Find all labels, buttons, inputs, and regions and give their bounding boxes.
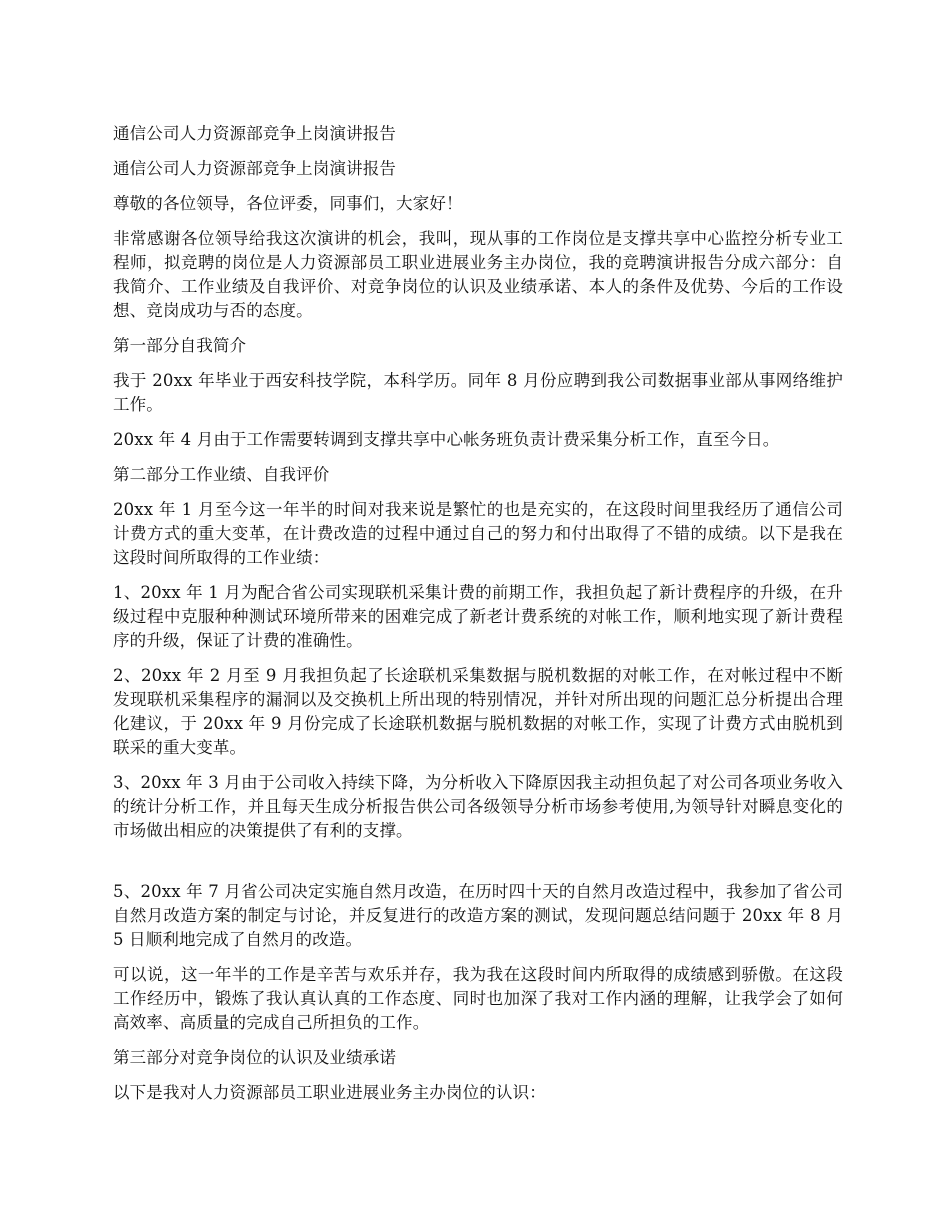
document-subtitle: 通信公司人力资源部竞争上岗演讲报告 <box>113 159 397 178</box>
achievement-item-1: 1、20xx 年 1 月为配合省公司实现联机采集计费的前期工作，我担负起了新计费程序的升级，在升级过程中克服种种测试环境所带来的困难完成了新老计费系统的对帐工作，顺利地实现了新计费程序的升级，保证了计费的准确性。 <box>113 583 843 650</box>
greeting-paragraph: 尊敬的各位领导，各位评委，同事们，大家好！ <box>113 194 463 213</box>
performance-intro-paragraph: 20xx 年 1 月至今这一年半的时间对我来说是繁忙的也是充实的，在这段时间里我经历了通信公司计费方式的重大变革，在计费改造的过程中通过自己的努力和付出取得了不错的成绩。以下是我在这段时间所取得的工作业绩： <box>113 500 843 567</box>
role-understanding-paragraph: 以下是我对人力资源部员工职业进展业务主办岗位的认识： <box>113 1083 546 1102</box>
intro-paragraph: 非常感谢各位领导给我这次演讲的机会，我叫，现从事的工作岗位是支撑共享中心监控分析专业工程师，拟竞聘的岗位是人力资源部员工职业进展业务主办岗位，我的竞聘演讲报告分成六部分：自我简介、工作业绩及自我评价、对竞争岗位的认识及业绩承诺、本人的条件及优势、今后的工作设想、竞岗成功与否的态度。 <box>113 229 843 320</box>
bio-paragraph-2: 20xx 年 4 月由于工作需要转调到支撑共享中心帐务班负责计费采集分析工作，直至今日。 <box>113 430 780 449</box>
document-body <box>113 122 843 1116</box>
document-title: 通信公司人力资源部竞争上岗演讲报告 <box>113 124 397 143</box>
section-heading-1: 第一部分自我简介 <box>113 336 247 355</box>
summary-paragraph: 可以说，这一年半的工作是辛苦与欢乐并存，我为我在这段时间内所取得的成绩感到骄傲。在这段工作经历中，锻炼了我认真认真的工作态度、同时也加深了我对工作内涵的理解，让我学会了如何高效率、高质量的完成自己所担负的工作。 <box>113 965 843 1032</box>
section-heading-3: 第三部分对竞争岗位的认识及业绩承诺 <box>113 1048 397 1067</box>
achievement-item-3: 3、20xx 年 3 月由于公司收入持续下降，为分析收入下降原因我主动担负起了对公司各项业务收入的统计分析工作，并且每天生成分析报告供公司各级领导分析市场参考使用,为领导针对瞬息变化的市场做出相应的决策提供了有利的支撑。 <box>113 773 843 840</box>
bio-paragraph-1: 我于 20xx 年毕业于西安科技学院，本科学历。同年 8 月份应聘到我公司数据事业部从事网络维护工作。 <box>113 371 843 414</box>
achievement-item-5: 5、20xx 年 7 月省公司决定实施自然月改造，在历时四十天的自然月改造过程中，我参加了省公司自然月改造方案的制定与讨论，并反复进行的改造方案的测试，发现问题总结问题于 20xx 年 8 月 5 日顺利地完成了自然月的改造。 <box>113 882 843 949</box>
achievement-item-2: 2、20xx 年 2 月至 9 月我担负起了长途联机采集数据与脱机数据的对帐工作，在对帐过程中不断发现联机采集程序的漏洞以及交换机上所出现的特别情况，并针对所出现的问题汇总分析提出合理化建议，于 20xx 年 9 月份完成了长途联机数据与脱机数据的对帐工作，实现了计费方式由脱机到联采的重大变革。 <box>113 666 843 757</box>
section-heading-2: 第二部分工作业绩、自我评价 <box>113 465 330 484</box>
